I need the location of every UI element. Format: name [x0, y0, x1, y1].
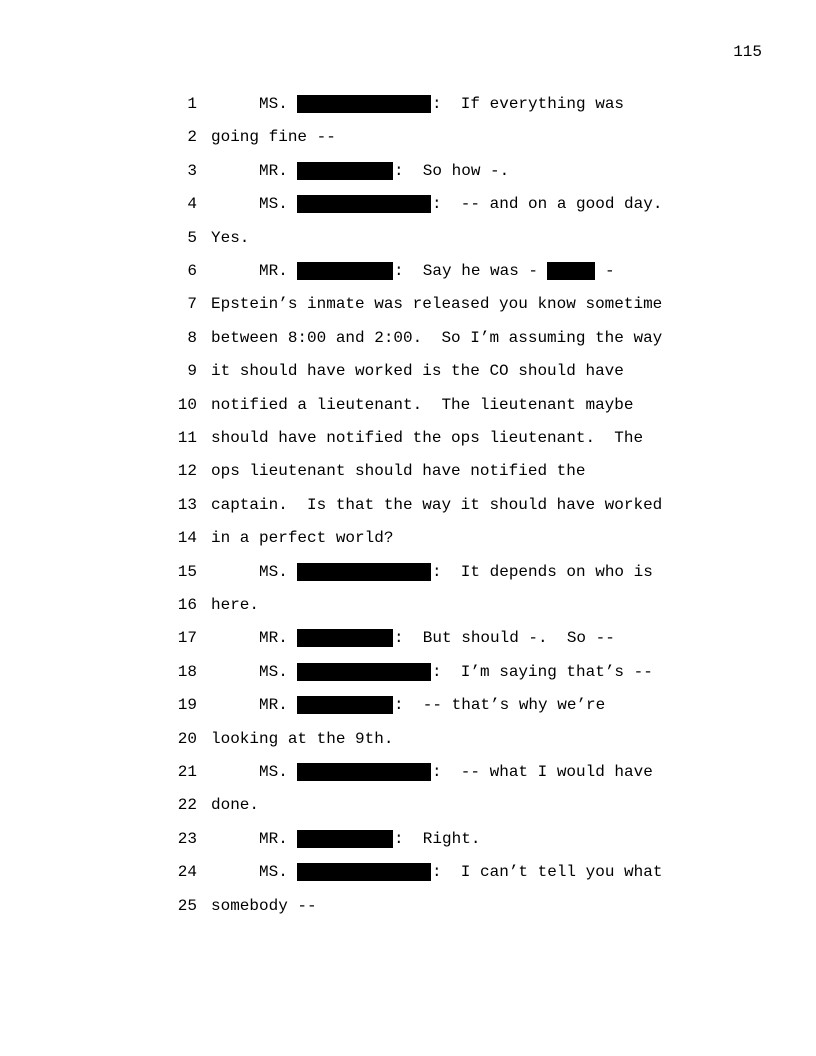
line-number: 1: [187, 95, 197, 113]
redaction-box: [547, 262, 595, 280]
redaction-box: [297, 195, 431, 213]
transcript-text: here.: [211, 596, 260, 614]
redaction-box: [297, 95, 431, 113]
speaker-label: MS.: [259, 863, 288, 882]
speech-text: : Right.: [394, 829, 481, 848]
speech-text: : But should -. So --: [394, 629, 615, 648]
transcript-line: [0, 227, 816, 249]
line-number: 18: [177, 662, 197, 681]
speaker-label: MR.: [259, 629, 288, 648]
transcript-text: notified a lieutenant. The lieutenant maybe: [211, 395, 634, 414]
redaction-box: [297, 763, 431, 781]
transcript-text: Epstein’s inmate was released you know sometime: [211, 295, 663, 314]
line-number: 14: [177, 529, 197, 548]
speech-text: : If everything was: [432, 95, 625, 113]
transcript-line: [0, 828, 816, 850]
speaker-label: MR.: [259, 829, 288, 848]
line-number: 7: [187, 295, 197, 314]
transcript-text: going fine --: [211, 128, 336, 147]
redaction-box: [297, 663, 431, 681]
speech-text: : I can’t tell you what: [432, 863, 663, 882]
transcript-line: [0, 260, 816, 282]
line-number: 19: [177, 696, 197, 715]
transcript-text: it should have worked is the CO should have: [211, 362, 624, 381]
line-number: 20: [177, 729, 197, 748]
speech-text: : -- that’s why we’re: [394, 696, 606, 715]
line-number: 10: [177, 395, 197, 414]
transcript-line: [0, 327, 816, 349]
speaker-label: MS.: [259, 95, 288, 113]
transcript-line: [0, 861, 816, 883]
line-number: 2: [187, 128, 197, 147]
transcript-line: [0, 126, 816, 148]
line-number: 24: [177, 863, 197, 882]
line-number: 6: [187, 262, 197, 280]
line-number: 13: [177, 495, 197, 514]
line-number: 25: [177, 896, 197, 915]
transcript-line: [0, 193, 816, 215]
line-number: 22: [177, 796, 197, 815]
speech-text: : -- what I would have: [432, 763, 653, 781]
redaction-box: [297, 563, 431, 581]
speaker-label: MR.: [259, 696, 288, 715]
line-number: 4: [187, 195, 197, 214]
speaker-label: MS.: [259, 562, 288, 581]
speech-text: : -- and on a good day.: [432, 195, 663, 214]
redaction-box: [297, 863, 431, 881]
line-number: 17: [177, 629, 197, 648]
transcript-text: somebody --: [211, 896, 317, 915]
speech-text: : Say he was -: [394, 262, 539, 280]
transcript-text: done.: [211, 796, 260, 815]
line-number: 12: [177, 462, 197, 481]
transcript-line: [0, 293, 816, 315]
transcript-line: [0, 93, 816, 115]
transcript-text: ops lieutenant should have notified the: [211, 462, 586, 481]
speaker-label: MS.: [259, 662, 288, 681]
transcript-line: [0, 460, 816, 482]
transcript-text: looking at the 9th.: [211, 729, 394, 748]
page-number: 115: [733, 43, 762, 61]
speech-text-tail: -: [605, 262, 615, 280]
transcript-line: [0, 360, 816, 382]
line-number: 15: [177, 562, 197, 581]
line-number: 3: [187, 161, 197, 180]
transcript-line: [0, 728, 816, 750]
transcript-line: [0, 794, 816, 816]
speaker-label: MS.: [259, 763, 288, 781]
line-number: 9: [187, 362, 197, 381]
transcript-line: [0, 594, 816, 616]
transcript-line: [0, 494, 816, 516]
redaction-box: [297, 262, 393, 280]
redaction-box: [297, 696, 393, 714]
transcript-line: [0, 561, 816, 583]
transcript-line: [0, 160, 816, 182]
transcript-text: captain. Is that the way it should have worked: [211, 495, 663, 514]
speech-text: : It depends on who is: [432, 562, 653, 581]
transcript-line: [0, 394, 816, 416]
transcript-line: [0, 694, 816, 716]
speech-text: : So how -.: [394, 161, 510, 180]
redaction-box: [297, 162, 393, 180]
transcript-text: Yes.: [211, 228, 250, 247]
transcript-line: [0, 661, 816, 683]
transcript-line: [0, 527, 816, 549]
transcript-line: [0, 627, 816, 649]
transcript-text: between 8:00 and 2:00. So I’m assuming the way: [211, 328, 663, 347]
transcript-line: [0, 427, 816, 449]
speaker-label: MS.: [259, 195, 288, 214]
line-number: 21: [177, 763, 197, 781]
redaction-box: [297, 830, 393, 848]
speaker-label: MR.: [259, 161, 288, 180]
transcript-text: should have notified the ops lieutenant. The: [211, 429, 644, 447]
speaker-label: MR.: [259, 262, 288, 280]
redaction-box: [297, 629, 393, 647]
line-number: 23: [177, 829, 197, 848]
transcript-line: [0, 761, 816, 783]
line-number: 11: [177, 429, 197, 447]
transcript-text: in a perfect world?: [211, 529, 394, 548]
line-number: 16: [177, 596, 197, 614]
transcript-line: [0, 895, 816, 917]
line-number: 8: [187, 328, 197, 347]
line-number: 5: [187, 228, 197, 247]
speech-text: : I’m saying that’s --: [432, 662, 653, 681]
